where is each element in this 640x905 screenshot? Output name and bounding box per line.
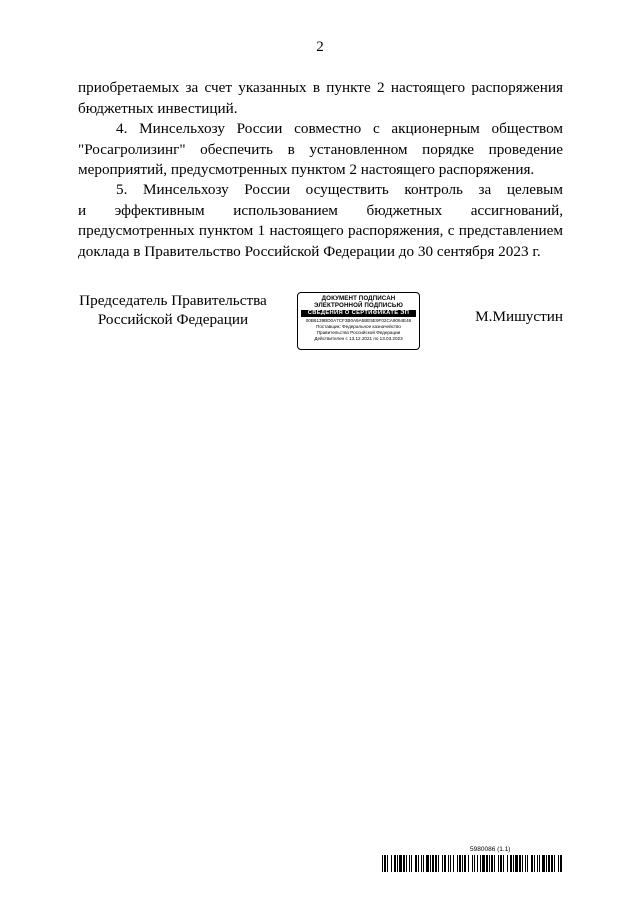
signer-title-line2: Российской Федерации: [97, 311, 249, 328]
text-line: доклада в Правительство Российской Федерации до 30 сентября 2023 г.: [78, 242, 541, 260]
signer-title: [78, 291, 268, 329]
text-line: бюджетных инвестиций.: [78, 99, 238, 117]
text-line: и эффективным использованием бюджетных ассигнований,: [78, 201, 563, 219]
paragraph-item-4: [78, 119, 563, 181]
stamp-heading-line2: ЭЛЕКТРОННОЙ ПОДПИСЬЮ: [314, 302, 403, 309]
paragraph-continuation: [78, 78, 563, 119]
text-line: 5. Минсельхозу России осуществить контроль за целевым: [116, 181, 563, 198]
signer-name: М.Мишустин: [475, 308, 563, 325]
stamp-certificate-bar: СВЕДЕНИЯ О СЕРТИФИКАТЕ ЭП: [301, 310, 416, 317]
text-line: 4. Минсельхозу России совместно с акционерным обществом: [116, 120, 563, 137]
barcode: [382, 855, 564, 872]
electronic-signature-stamp: [297, 292, 420, 350]
signer-title-line1: Председатель Правительства: [79, 292, 267, 309]
text-line: приобретаемых за счет указанных в пункте 2 настоящего распоряжения: [78, 79, 563, 96]
text-line: мероприятий, предусмотренных пунктом 2 настоящего распоряжения.: [78, 161, 535, 178]
stamp-issuer: Поставщик: Федеральное казначейство: [316, 324, 401, 329]
text-line: "Росагролизинг" обеспечить в установленном порядке проведение: [78, 140, 563, 158]
document-code: 5980086 (1.1): [470, 846, 511, 853]
stamp-validity: Действителен с 13.12.2021 по 13.03.2023: [314, 336, 403, 341]
paragraph-item-5: [78, 180, 563, 262]
text-line: предусмотренных пунктом 1 настоящего распоряжения, с представлением: [78, 222, 563, 239]
page-number: 2: [316, 39, 324, 55]
stamp-owner: Правительство Российской Федерации: [316, 330, 401, 335]
stamp-heading-line1: ДОКУМЕНТ ПОДПИСАН: [321, 295, 396, 302]
stamp-serial: 00B6139BD0A7CF3B0A9A5BE5E9F02CA9064E46: [305, 318, 412, 323]
